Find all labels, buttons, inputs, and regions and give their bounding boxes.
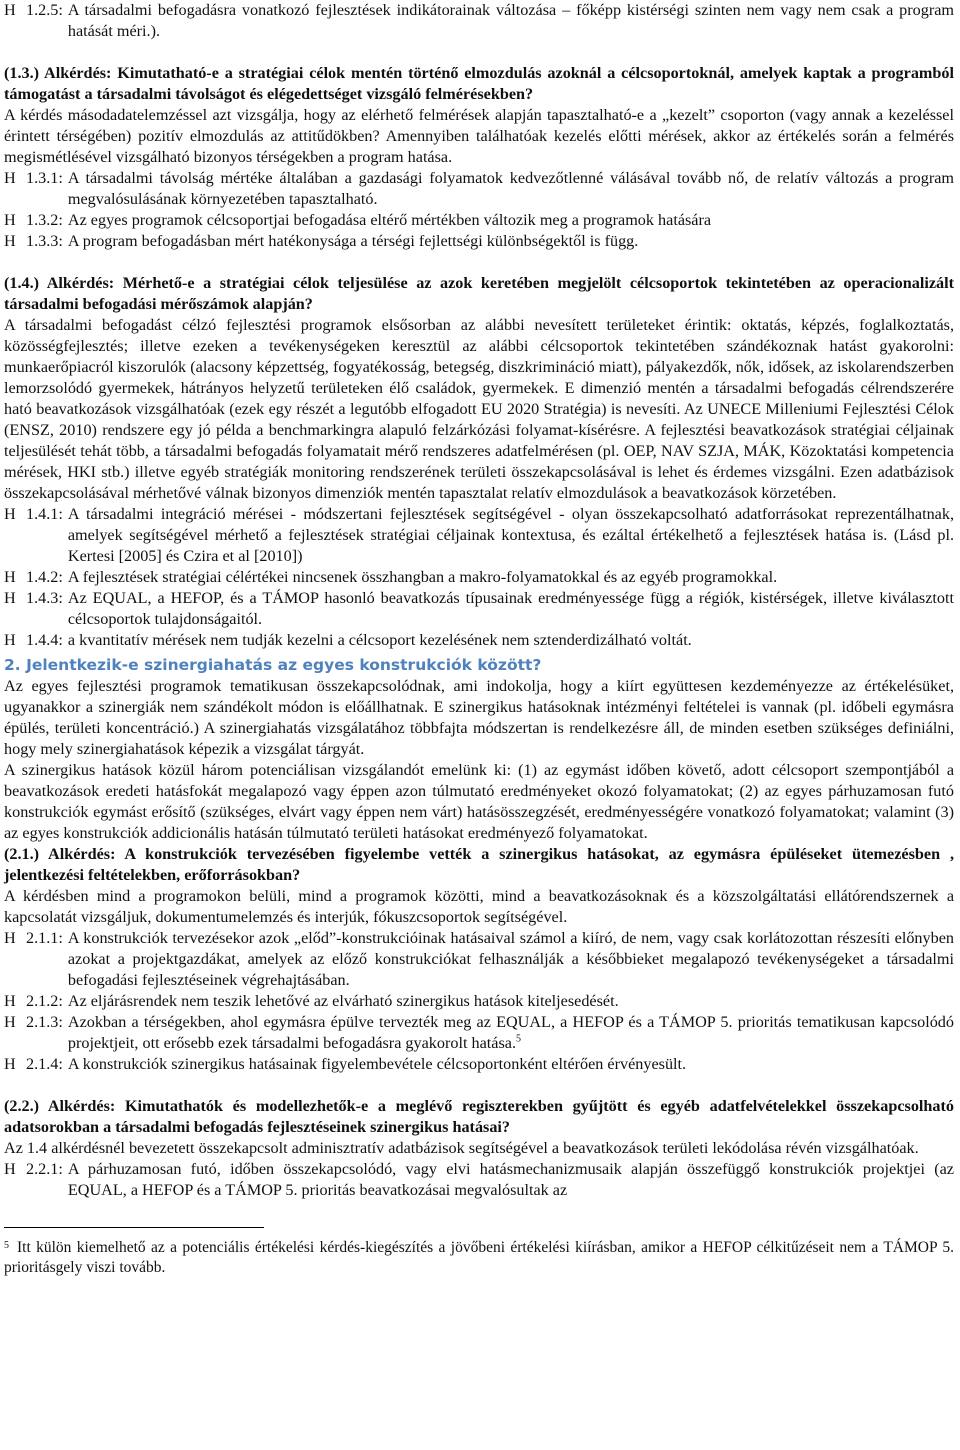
hypothesis-1-4-2 bbox=[4, 567, 954, 588]
hypothesis-code: 2.1.3: bbox=[26, 1013, 63, 1031]
subquestion-1-4-title: (1.4.) Alkérdés: Mérhető-e a stratégiai célok teljesülése az azok keretében megjelölt célcsoportok tekintetében az operacionalizált társadalmi befogadási mérőszámok alapján? bbox=[4, 274, 954, 313]
hypothesis-1-3-3 bbox=[4, 231, 954, 252]
hypothesis-code: 1.4.3: bbox=[26, 589, 63, 607]
section-2-paragraph-2: A szinergikus hatások közül három potenciálisan vizsgálandót emelünk ki: (1) az egymást időben követő, adott célcsoport szempontjából a beavatkozások eredeti hatásfokát megalapozó vagy éppen azon túlmutató eredményeket okozó folyamatokat; (2) az egyes párhuzamosan futó konstrukciók egymást erősítő (szükséges, elvárt vagy éppen nem várt) hatásösszegzését, eredményességére vonatkozó folyamatokat; valamint (3) az egyes konstrukciók addicionális hatásán túlmutató területi hatásokat eredményező folyamatokat. bbox=[4, 761, 954, 842]
hypothesis-code: 1.3.2: bbox=[26, 211, 63, 229]
hypothesis-marker: H bbox=[4, 992, 16, 1010]
hypothesis-marker: H bbox=[4, 169, 16, 187]
hypothesis-1-4-3 bbox=[4, 588, 954, 630]
subquestion-2-2-title: (2.2.) Alkérdés: Kimutathatók és modellezhetők-e a meglévő regiszterekben gyűjtött és egyéb adatfelvételekkel összekapcsolható adatsorokban a társadalmi befogadás fejlesztéseinek szinergikus hatásai? bbox=[4, 1097, 954, 1136]
hypothesis-text: A konstrukciók szinergikus hatásainak figyelembevétele célcsoportonként eltérően érvényesült. bbox=[67, 1055, 687, 1073]
hypothesis-code: 1.4.1: bbox=[26, 505, 63, 523]
hypothesis-code: 2.1.4: bbox=[26, 1055, 63, 1073]
subquestion-1-3-paragraph: A kérdés másodadatelemzéssel azt vizsgálja, hogy az elérhető felmérések alapján tapasztalható-e a „kezelt” csoporton (vagy annak a kezeléssel érintett térségében) pozitív elmozdulás az attitűdökben? Amennyiben találhatóak kezelés előtti mérések, akkor az értékelés során a felmérés megismétlésével vizsgálható bizonyos térségekben a program hatása. bbox=[4, 106, 954, 166]
hypothesis-text: A program befogadásban mért hatékonysága a térségi fejlettségi különbségektől is függ. bbox=[67, 232, 639, 250]
hypothesis-text: A társadalmi távolság mértéke általában a gazdasági folyamatok kedvezőtlenné válásával tovább nő, de relatív változás a program megvalósulásának környezetében tapasztalható. bbox=[67, 169, 954, 208]
spacer bbox=[4, 1075, 954, 1096]
hypothesis-marker: H bbox=[4, 631, 16, 649]
hypothesis-1-4-4 bbox=[4, 630, 954, 651]
hypothesis-text: A társadalmi integráció mérései - módszertani fejlesztések segítségével - olyan összekapcsolható adatforrásokat reprezentálhatnak, amelyek segítségével mérhető a fejlesztések stratégiai céljainak kontextusa, és ezáltal értékelhető a fejlesztések hatása is. (Lásd pl. Kertesi [2005] és Czira et al [2010]) bbox=[67, 505, 954, 565]
hypothesis-code: 1.4.2: bbox=[26, 568, 63, 586]
subquestion-1-4-paragraph: A társadalmi befogadást célzó fejlesztési programok elsősorban az alábbi nevesített területeket érintik: oktatás, képzés, foglalkoztatás, közösségfejlesztés; illetve ezeken a tevékenységeken keresztül az alábbi célcsoportok tekintetében szándékoznak hatást gyakorolni: munkaerőpiacról kiszorulók (alacsony képzettség, fogyatékosság, betegség, diszkrimináció miatt), pályakezdők, nők, idősek, az iskolarendszerben lemorzsolódó gyermekek, hátrányos helyzetű területeken élő családok, gyermekek. E dimenzió mentén a társadalmi befogadás célrendszerére ható beavatkozások vizsgálhatóak (ezek egy részét a legutóbb elfogadott EU 2020 Stratégia) is nevesíti. Az UNECE Milleniumi Fejlesztési Célok (ENSZ, 2010) rendszere egy jó példa a benchmarkingra alapuló felzárkózási folyamat-kísérésre. A fejlesztési beavatkozások stratégiai céljainak teljesülését tehát több, a társadalmi befogadás folyamatait mérő rendszeres adatfelmérésen (pl. OEP, NAV SZJA, MÁK, Közoktatási kompetencia mérések, HKI stb.) illetve egyéb stratégiák monitoring rendszerének területi összekapcsolásával is lehet és érdemes vizsgálni. Ezen adatbázisok összekapcsolásával mérhetővé válnak bizonyos dimenziók mentén tapasztalat relatív elmozdulások a beavatkozások körzetében. bbox=[4, 316, 954, 502]
hypothesis-marker: H bbox=[4, 1, 16, 19]
hypothesis-code: 1.2.5: bbox=[26, 1, 63, 19]
hypothesis-text: A fejlesztések stratégiai célértékei nincsenek összhangban a makro-folyamatokkal és az egyéb programokkal. bbox=[67, 568, 778, 586]
section-2-heading: 2. Jelentkezik-e szinergiahatás az egyes konstrukciók között? bbox=[4, 656, 542, 674]
hypothesis-text: Az EQUAL, a HEFOP, és a TÁMOP hasonló beavatkozás típusainak eredményessége függ a régiók, kistérségek, illetve kiválasztott célcsoportok tulajdonságaitól. bbox=[67, 589, 954, 628]
hypothesis-2-1-3 bbox=[4, 1012, 954, 1054]
hypothesis-code: 1.4.4: bbox=[26, 631, 63, 649]
hypothesis-text: A társadalmi befogadásra vonatkozó fejlesztések indikátorainak változása – főképp kistérségi szinten nem vagy nem csak a program hatását méri.). bbox=[67, 1, 954, 40]
hypothesis-text: A párhuzamosan futó, időben összekapcsolódó, vagy elvi hatásmechanizmusaik alapján összefüggő konstrukciók projektjei (az EQUAL, a HEFOP és a TÁMOP 5. prioritás beavatkozásai megvalósultak az bbox=[67, 1160, 954, 1199]
hypothesis-code: 2.1.2: bbox=[26, 992, 63, 1010]
hypothesis-2-1-1 bbox=[4, 928, 954, 991]
hypothesis-code: 2.1.1: bbox=[26, 929, 63, 947]
hypothesis-marker: H bbox=[4, 929, 16, 947]
hypothesis-text: A konstrukciók tervezésekor azok „előd”-konstrukcióinak hatásaival számol a kiíró, de nem, vagy csak korlátozottan részesíti előnyben azokat a projektgazdákat, amelyek az előző konstrukciókat felhasználják a későbbieket megalapozó tevékenységeket a társadalmi befogadási fejlesztéseinek végrehajtásában. bbox=[67, 929, 954, 989]
subquestion-2-1-paragraph: A kérdésben mind a programokon belüli, mind a programok közötti, mind a beavatkozásoknak és a közszolgáltatási ellátórendszernek a kapcsolatát vizsgáljuk, dokumentumelemzés és interjúk, fókuszcsoportok segítségével. bbox=[4, 887, 954, 926]
hypothesis-text: a kvantitatív mérések nem tudják kezelni a célcsoport kezelésének nem sztenderdizálható voltát. bbox=[67, 631, 692, 649]
hypothesis-text-wrapper bbox=[68, 1012, 954, 1054]
hypothesis-code: 1.3.1: bbox=[26, 169, 63, 187]
hypothesis-code: 1.3.3: bbox=[26, 232, 63, 250]
hypothesis-1-2-5 bbox=[4, 0, 954, 42]
footnote bbox=[4, 1238, 954, 1278]
hypothesis-text: Az egyes programok célcsoportjai befogadása eltérő mértékben változik meg a programok hatására bbox=[67, 211, 712, 229]
hypothesis-code: 2.2.1: bbox=[26, 1160, 63, 1178]
hypothesis-marker: H bbox=[4, 1013, 16, 1031]
spacer bbox=[4, 42, 954, 63]
hypothesis-1-3-1 bbox=[4, 168, 954, 210]
hypothesis-marker: H bbox=[4, 211, 16, 229]
hypothesis-1-3-2 bbox=[4, 210, 954, 231]
footnote-text: Itt külön kiemelhető az a potenciális értékelési kérdés-kiegészítés a jövőbeni értékelési kiírásban, amikor a HEFOP célkitűzéseit nem a TÁMOP 5. prioritásgely viszi tovább. bbox=[4, 1239, 954, 1276]
subquestion-1-3-title: (1.3.) Alkérdés: Kimutatható-e a stratégiai célok mentén történő elmozdulás azoknál a célcsoportoknál, amelyek kaptak a programból támogatást a társadalmi távolságot és elégedettséget vizsgáló felmérésekben? bbox=[4, 64, 954, 103]
section-2-paragraph-1: Az egyes fejlesztési programok tematikusan összekapcsolódnak, ami indokolja, hogy a kiírt együttesen kezdeményezze az értékelésüket, ugyanakkor a szinergiák nem szándékolt módon is előállhatnak. E szinergikus hatásoknak intézményi feltételei is vannak (pl. időbeli egymásra épülés, területi koncentráció.) A szinergiahatás vizsgálatához többfajta módszertan is rendelkezésre áll, de minden esetben szükséges definiálni, hogy mely szinergiahatások képezik a vizsgálat tárgyát. bbox=[4, 677, 954, 758]
subquestion-2-1-title: (2.1.) Alkérdés: A konstrukciók tervezésében figyelembe vették a szinergikus hatásokat, az egymásra épüléseket ütemezésben , jelentkezési feltételekben, erőforrásokban? bbox=[4, 845, 954, 884]
hypothesis-2-1-2 bbox=[4, 991, 954, 1012]
hypothesis-text: Az eljárásrendek nem teszik lehetővé az elvárható szinergikus hatások kiteljesedését. bbox=[67, 992, 619, 1010]
hypothesis-marker: H bbox=[4, 1160, 16, 1178]
footnote-separator bbox=[4, 1227, 264, 1228]
hypothesis-marker: H bbox=[4, 568, 16, 586]
hypothesis-1-4-1 bbox=[4, 504, 954, 567]
hypothesis-marker: H bbox=[4, 1055, 16, 1073]
footnote-reference[interactable]: 5 bbox=[516, 1033, 522, 1045]
subquestion-2-2-paragraph: Az 1.4 alkérdésnél bevezetett összekapcsolt adminisztratív adatbázisok segítségével a beavatkozások területi lekódolása révén vizsgálhatóak. bbox=[4, 1139, 919, 1157]
spacer bbox=[4, 252, 954, 273]
hypothesis-marker: H bbox=[4, 232, 16, 250]
hypothesis-text: Azokban a térségekben, ahol egymásra épülve tervezték meg az EQUAL, a HEFOP és a TÁMOP 5. prioritás tematikusan kapcsolódó projektjeit, ott erősebb ezek társadalmi befogadásra gyakorolt hatása. bbox=[67, 1013, 954, 1052]
hypothesis-2-2-1 bbox=[4, 1159, 954, 1201]
footnote-number: 5 bbox=[4, 1240, 9, 1251]
hypothesis-marker: H bbox=[4, 505, 16, 523]
hypothesis-2-1-4 bbox=[4, 1054, 954, 1075]
hypothesis-marker: H bbox=[4, 589, 16, 607]
